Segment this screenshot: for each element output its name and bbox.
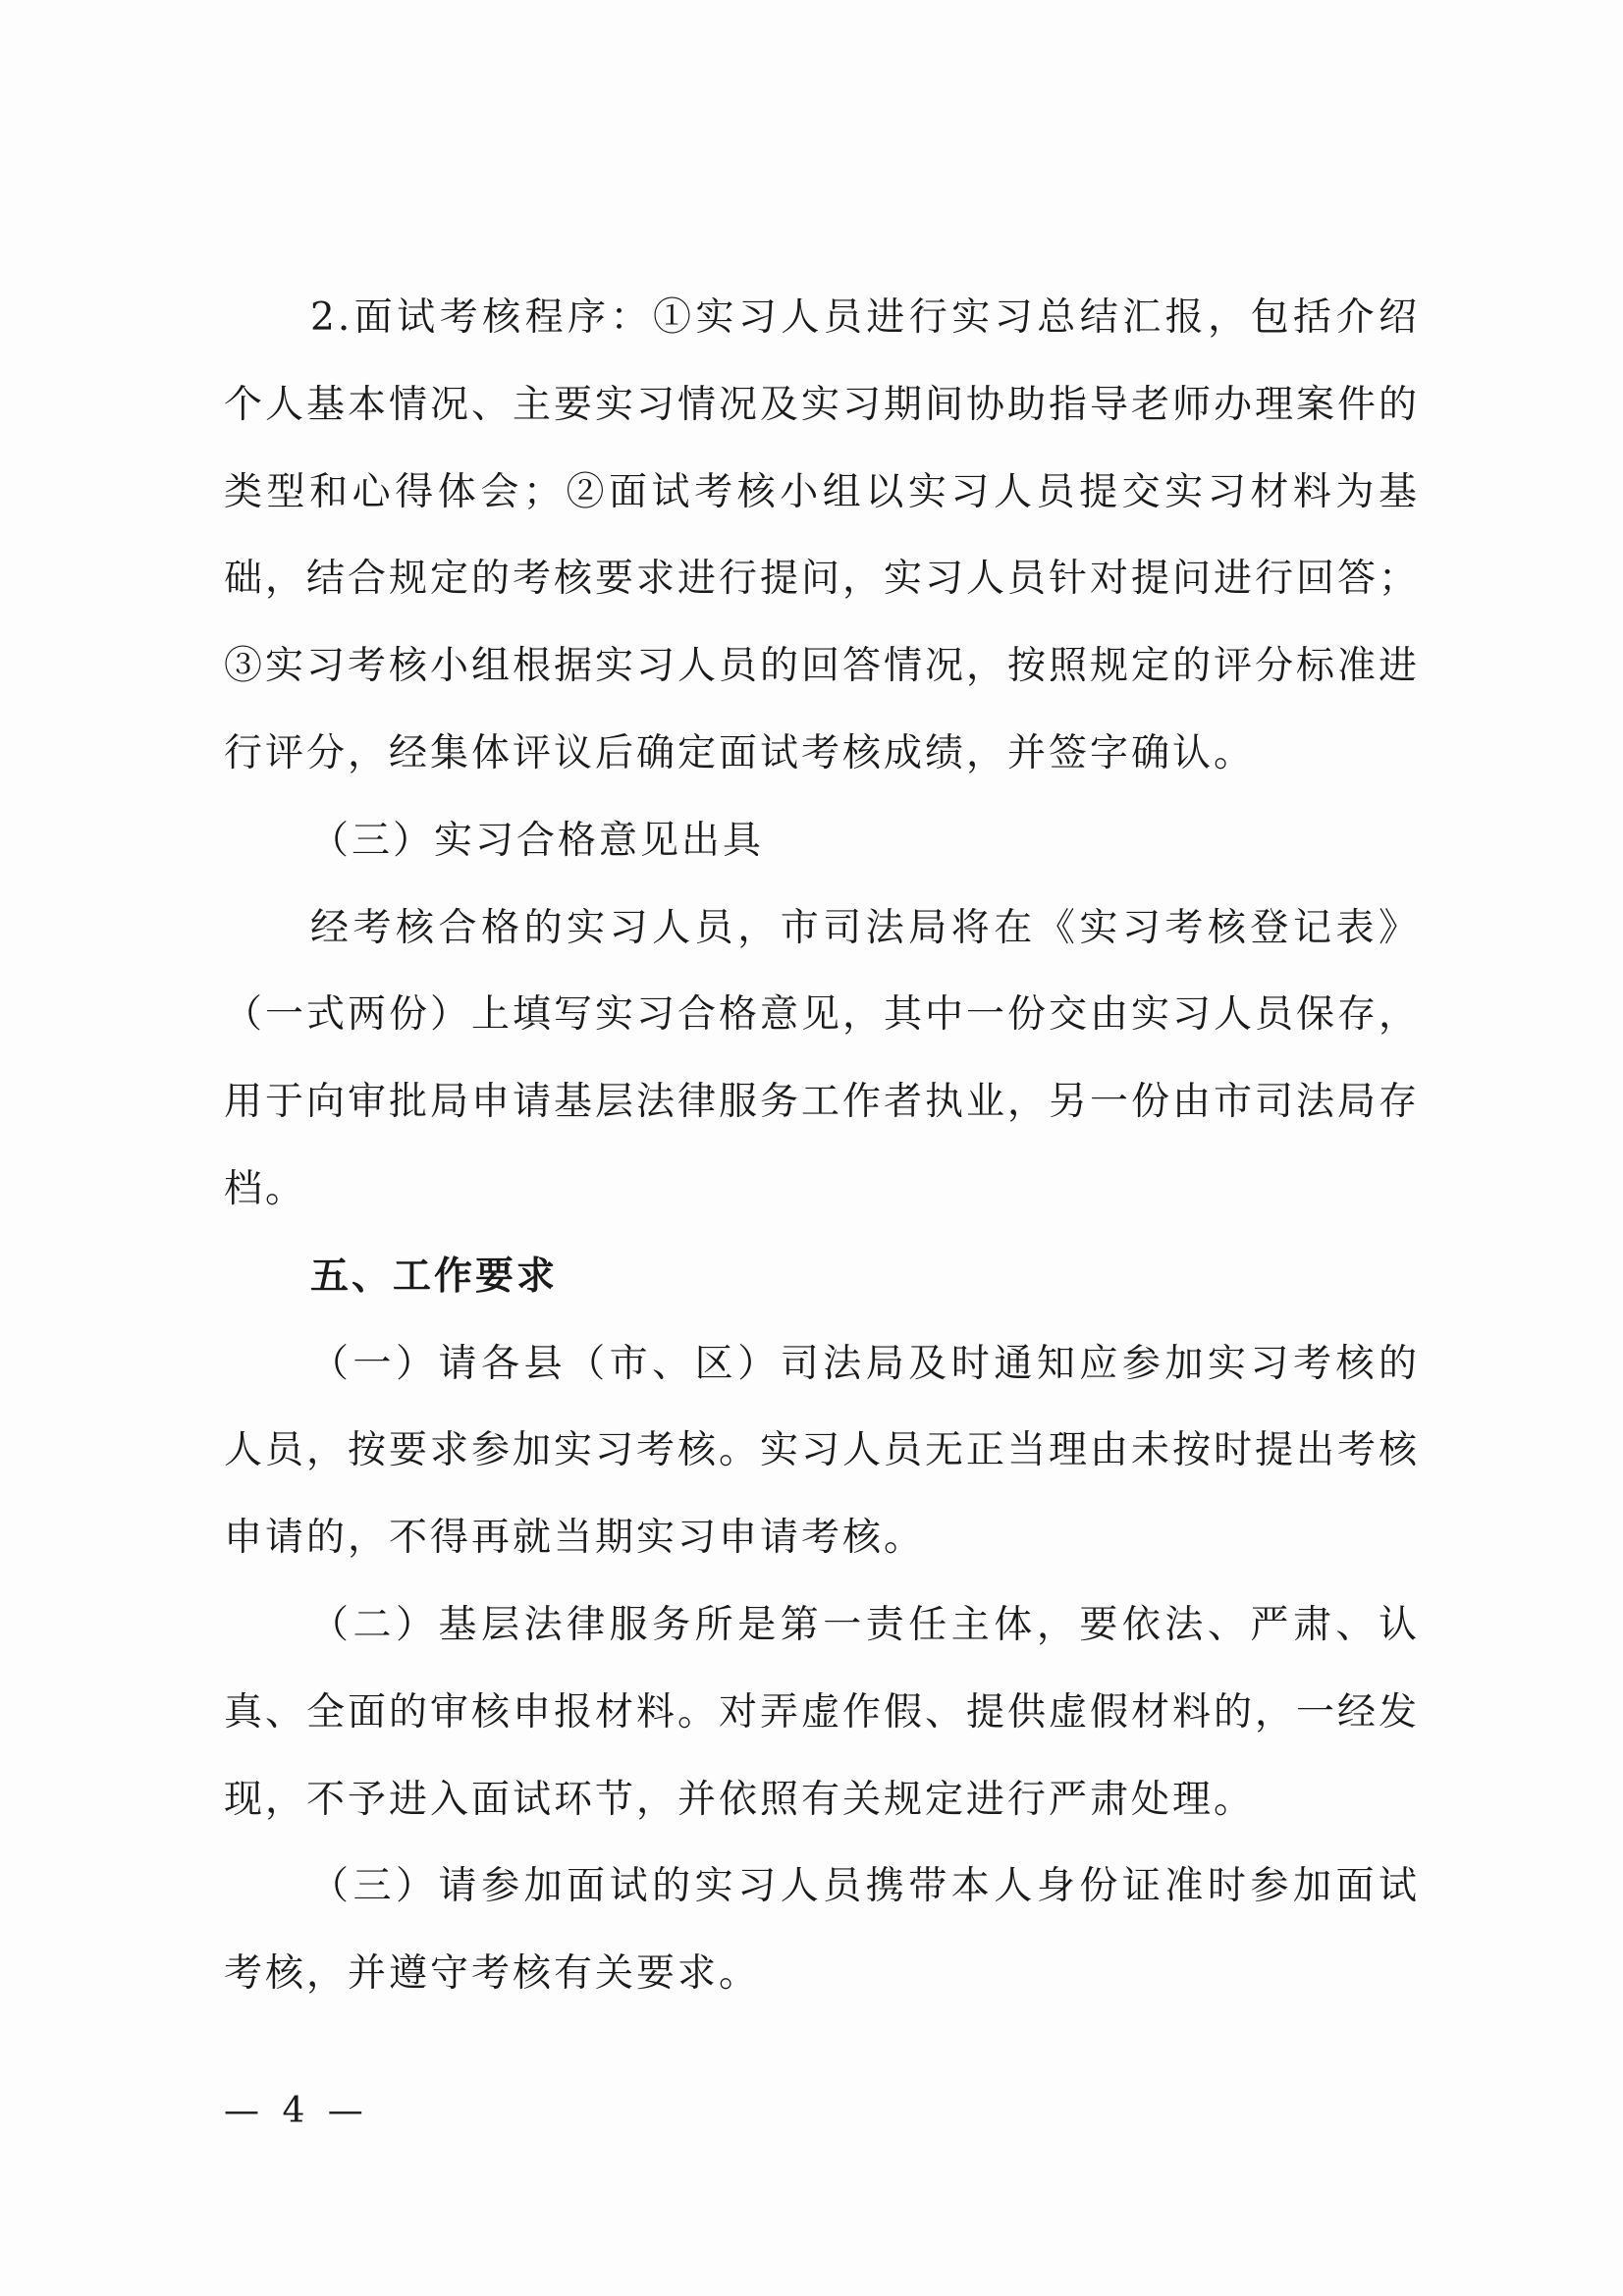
paragraph-requirement-1: （一）请各县（市、区）司法局及时通知应参加实习考核的人员，按要求参加实习考核。实习人员无正当理由未按时提出考核申请的，不得再就当期实习申请考核。 bbox=[224, 1341, 1421, 1561]
paragraph-interview-procedure: 2.面试考核程序：①实习人员进行实习总结汇报，包括介绍个人基本情况、主要实习情况及实习期间协助指导老师办理案件的类型和心得体会；②面试考核小组以实习人员提交实习材料为基础，结合规定的考核要求进行提问，实习人员针对提问进行回答；③实习考核小组根据实习人员的回答情况，按照规定的评分标准进行评分，经集体评议后确定面试考核成绩，并签字确认。 bbox=[224, 295, 1421, 775]
subheading-qualification-opinion: （三）实习合格意见出具 bbox=[310, 818, 765, 863]
paragraph-requirement-3: （三）请参加面试的实习人员携带本人身份证准时参加面试考核，并遵守考核有关要求。 bbox=[224, 1864, 1420, 1997]
document-body bbox=[224, 275, 1420, 2018]
page-number: — 4 — bbox=[224, 2091, 369, 2131]
paragraph-requirement-2: （二）基层法律服务所是第一责任主体，要依法、严肃、认真、全面的审核申报材料。对弄虚作假、提供虚假材料的，一经发现，不予进入面试环节，并依照有关规定进行严肃处理。 bbox=[224, 1602, 1421, 1822]
paragraph-qualification-opinion: 经考核合格的实习人员，市司法局将在《实习考核登记表》（一式两份）上填写实习合格意见，其中一份交由实习人员保存，用于向审批局申请基层法律服务工作者执业，另一份由市司法局存档。 bbox=[224, 905, 1421, 1211]
section-heading-work-requirements: 五、工作要求 bbox=[310, 1254, 559, 1299]
